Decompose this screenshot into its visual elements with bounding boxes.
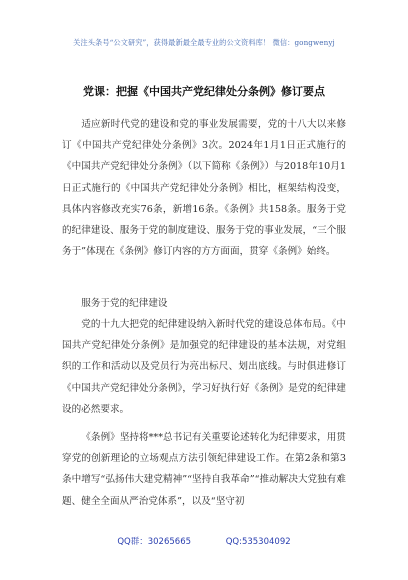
paragraph-regulation: 《条例》坚持将***总书记有关重要论述转化为纪律要求，用贯穿党的创新理论的立场观点方法引领纪律建设工作。在第2条和第3条中增写“弘扬伟大建党精神”“坚持自我革命”“推动解决大党独有难题、健全全面从严治党体系”，以及“坚守初 [62,432,346,507]
footer-qq: QQ:535304092 [225,537,291,547]
footer-contacts [0,535,408,547]
paragraph-discipline: 党的十九大把党的纪律建设纳入新时代党的建设总体布局。《中国共产党纪律处分条例》是加强党的纪律建设的基本法规，对党组织的工作和活动以及党员行为亮出标尺、划出底线。与时俱进修订《中国共产党纪律处分条例》，学习好执行好《条例》是党的纪律建设的必然要求。 [62,319,346,415]
header-note: 关注头条号“公文研究”，获得最新最全最专业的公文资料库！ 微信：gongwenyj [73,38,335,47]
footer-qq-group: QQ群：30265665 [117,537,192,547]
section-heading: 服务于党的纪律建设 [81,298,168,309]
paragraph-intro: 适应新时代党的建设和党的事业发展需要，党的十八大以来修订《中国共产党纪律处分条例》3次。2024年1月1日正式施行的《中国共产党纪律处分条例》（以下简称《条例》）与2018年10月1日正式施行的《中国共产党纪律处分条例》相比，框架结构没变，具体内容修改充实76条，新增16条。《条例》共158条。服务于党的纪律建设、服务于党的制度建设、服务于党的事业发展，“三个服务于”体现在《条例》修订内容的方方面面，贯穿《条例》始终。 [62,119,346,258]
document-title: 党课：把握《中国共产党纪律处分条例》修订要点 [83,85,325,98]
